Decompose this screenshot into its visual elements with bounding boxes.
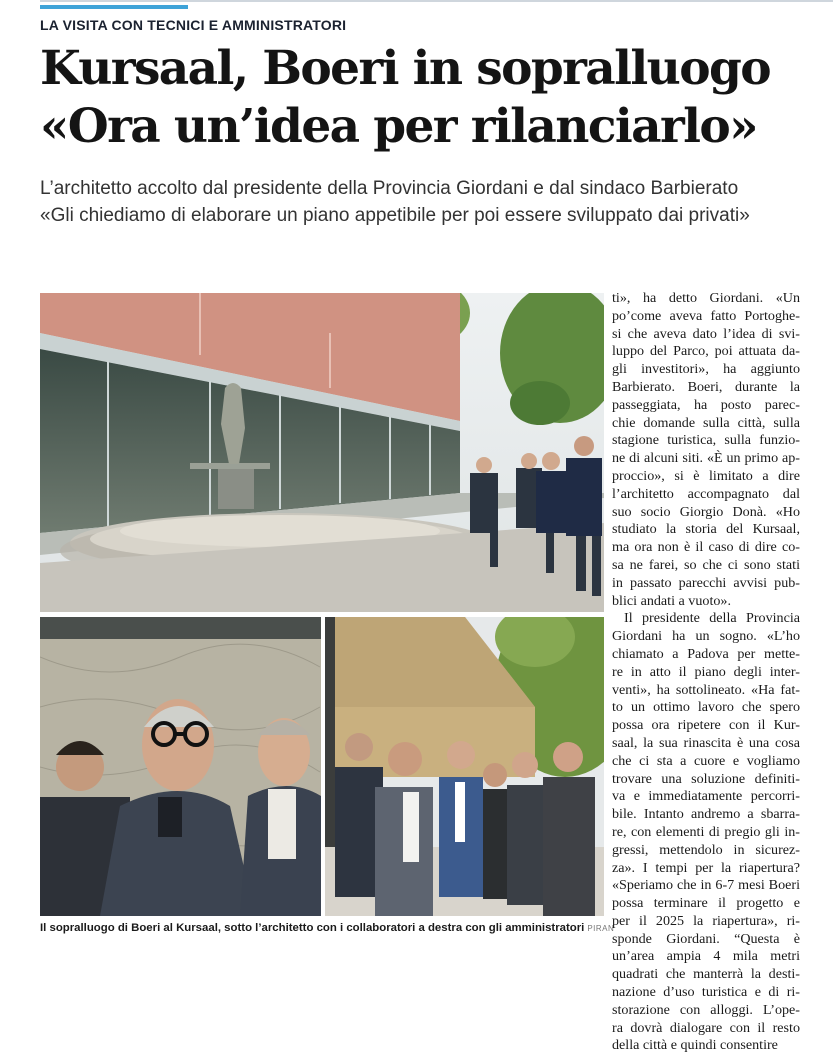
body-line: sa ne farei, so che ci sono stati — [612, 556, 800, 573]
caption-text: Il sopralluogo di Boeri al Kursaal, sotto l’architetto con i collaboratori a destra con gli amministratori — [40, 922, 585, 934]
body-line: un’area ampia 4 mila metri — [612, 948, 800, 965]
body-line: possa ora ripetere con il Kur- — [612, 717, 800, 734]
body-line: che ci sta a cuore e vogliamo — [612, 752, 800, 769]
body-line: chiamato a Padova per mette- — [612, 645, 800, 662]
body-line: in passato parecchi avvisi pub- — [612, 574, 800, 591]
body-line: della città e quindi consentire — [612, 1037, 778, 1054]
section-accent-bar — [40, 5, 188, 9]
subhead-line-1: L’architetto accolto dal presidente della Provincia Giordani e dal sindaco Barbierato — [40, 178, 739, 199]
body-line: luppo del Parco, poi attuata da- — [612, 343, 800, 360]
body-line: gressi, mettendolo in sicurez- — [612, 841, 800, 858]
subheadline — [40, 175, 833, 229]
body-line: re, con elementi di pregio gli in- — [612, 823, 800, 840]
body-line: suo socio Giorgio Donà. «Ho — [612, 503, 800, 520]
top-rule — [40, 0, 833, 2]
body-line: re in atto il piano degli inter- — [612, 663, 800, 680]
subhead-line-2: «Gli chiediamo di elaborare un piano appetibile per poi essere sviluppato dai privati» — [40, 205, 750, 226]
body-line: Giordani ha un sogno. «L’ho — [612, 628, 800, 645]
body-line: bile. Intanto andremo a sbarra- — [612, 806, 800, 823]
body-line: Barbierato. Boeri, durante la — [612, 378, 800, 395]
headline-line-1: Kursaal, Boeri in sopralluogo — [40, 41, 770, 96]
photo-credit: PIRAN — [587, 924, 615, 933]
body-line: blici andati a vuoto». — [612, 592, 731, 609]
body-line: chie domande sulla città, sulla — [612, 414, 800, 431]
body-line: za». I tempi per la riapertura? — [612, 859, 800, 876]
body-line: va e immediatamente percorri- — [612, 788, 800, 805]
body-line: trovare una soluzione definiti- — [612, 770, 800, 787]
body-line: possa terminare il progetto e — [612, 895, 800, 912]
body-line: ne di alcuni siti. «È un primo ap- — [612, 450, 800, 467]
body-line: «Speriamo che in 6-7 mesi Boeri — [612, 877, 800, 894]
body-line: to un ottimo lavoro che spero — [612, 699, 800, 716]
body-line: nazione d’uso turistica e di ri- — [612, 984, 800, 1001]
headline — [40, 40, 830, 156]
article-body — [612, 290, 800, 1055]
headline-line-2: «Ora un’idea per rilanciarlo» — [40, 99, 757, 154]
photo-kursaal-building — [40, 293, 604, 612]
body-line: venti», ha sottolineato. «Ha fat- — [612, 681, 800, 698]
body-line: ra dovrà dialogare con il resto — [612, 1019, 800, 1036]
body-line: po’come aveva fatto Portoghe- — [612, 307, 800, 324]
body-line: ti», ha detto Giordani. «Un — [612, 290, 800, 306]
photo-caption — [40, 922, 615, 934]
body-line: saal, la sua rinascita è una cosa — [612, 734, 800, 751]
body-line: gli investitori», ha aggiunto — [612, 361, 800, 378]
body-line: proccio», si è limitato a dire — [612, 467, 800, 484]
body-line: studiato la storia del Kursaal, — [612, 521, 800, 538]
kicker: LA VISITA CON TECNICI E AMMINISTRATORI — [40, 17, 347, 33]
body-line: sponde Giordani. “Questa è — [612, 930, 800, 947]
body-line: l’architetto accompagnato dal — [612, 485, 800, 502]
body-line: stagione turistica, sulla funzio- — [612, 432, 800, 449]
body-line: ma ora non è il caso di dire co- — [612, 539, 800, 556]
photo-boeri-collaborators — [40, 617, 321, 916]
body-line: Il presidente della Provincia — [624, 610, 800, 627]
body-line: per il 2025 la riapertura», ri- — [612, 912, 800, 929]
body-line: passeggiata, ha posto parec- — [612, 396, 800, 413]
body-line: storazione con alloggi. L’ope- — [612, 1001, 800, 1018]
body-line: quadrati che manterrà la desti- — [612, 966, 800, 983]
body-line: si che aveva dato l’idea di svi- — [612, 325, 800, 342]
photo-administrators — [325, 617, 604, 916]
